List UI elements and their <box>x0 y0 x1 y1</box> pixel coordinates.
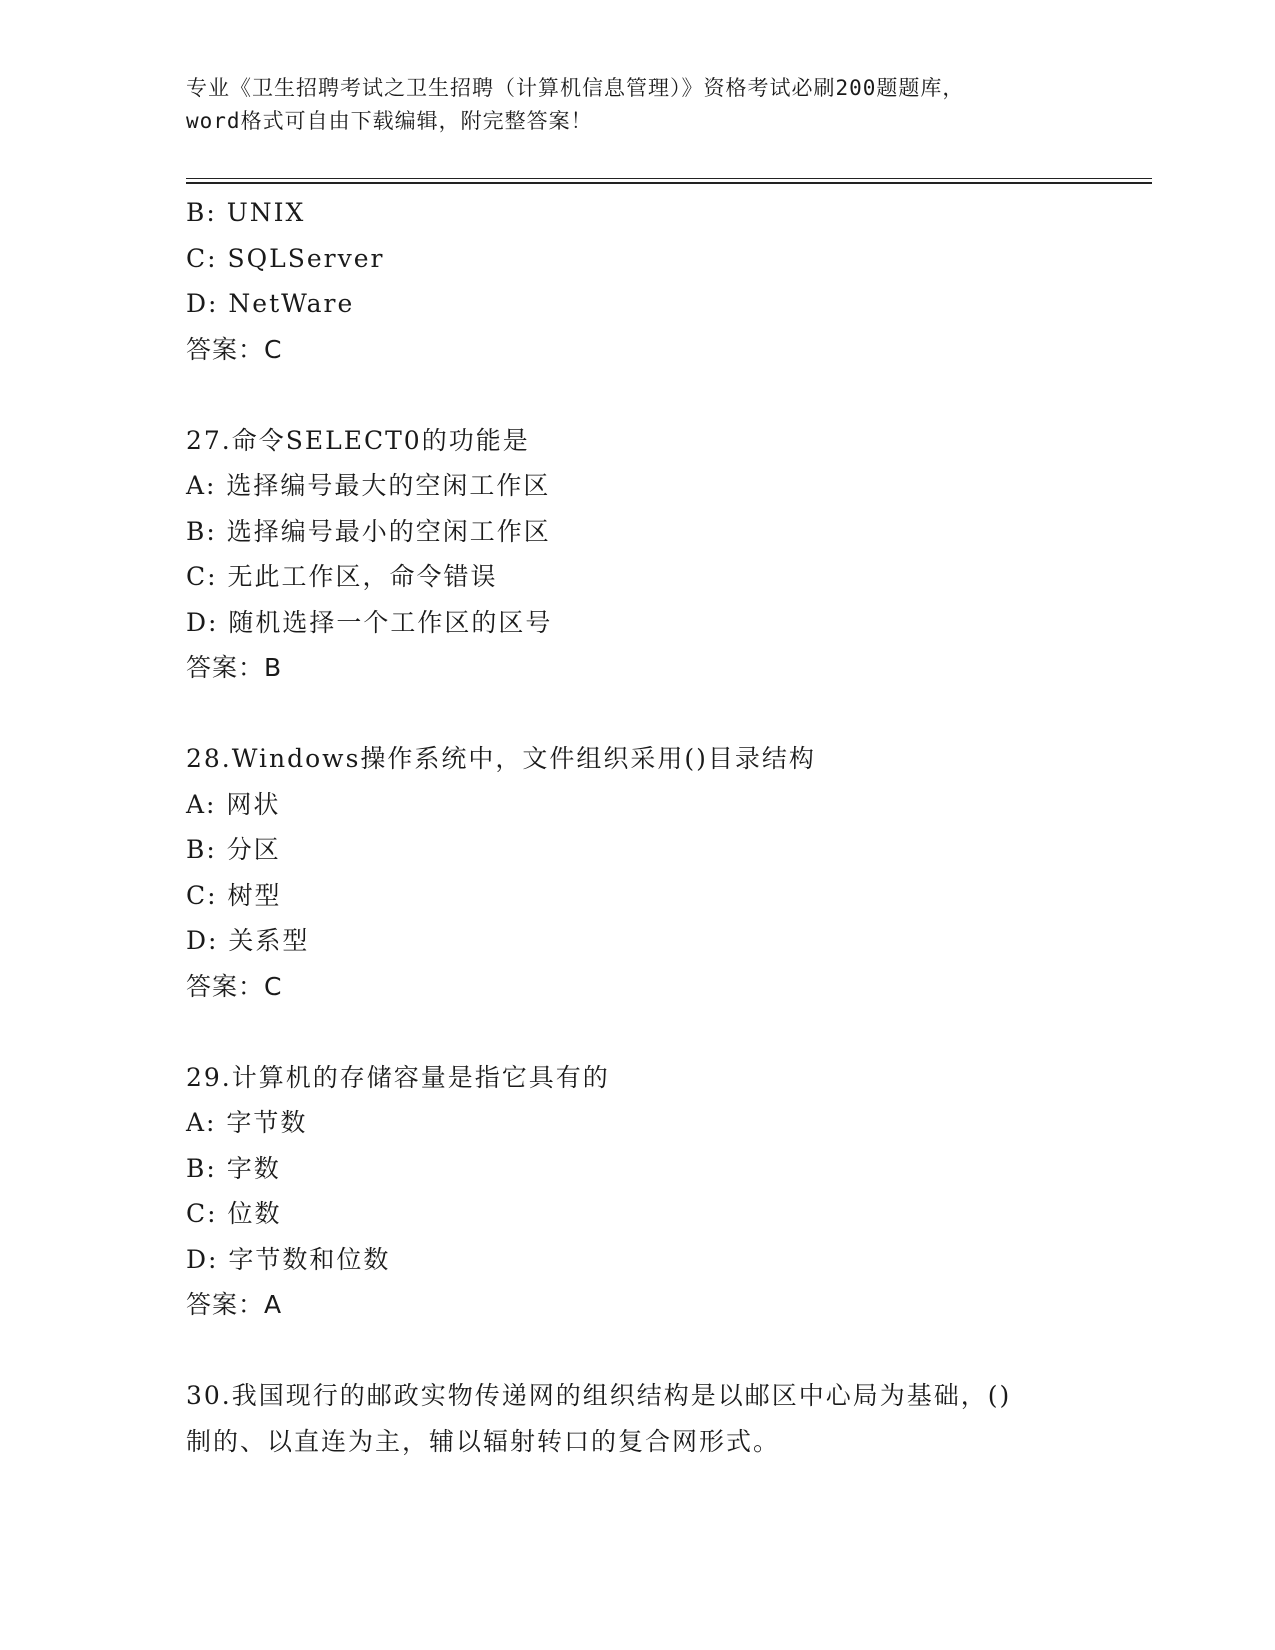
option-b: B: 分区 <box>186 835 281 864</box>
document-header <box>186 72 1086 138</box>
question-stem: 27.命令SELECT0的功能是 <box>186 425 530 455</box>
option-d: D: NetWare <box>186 289 355 318</box>
answer: 答案：C <box>186 334 283 364</box>
option-c: C: 无此工作区，命令错误 <box>186 562 498 591</box>
question-stem-line-1: 30.我国现行的邮政实物传递网的组织结构是以邮区中心局为基础，() <box>186 1381 1012 1410</box>
option-a: A: 字节数 <box>186 1108 308 1137</box>
option-b: B: 选择编号最小的空闲工作区 <box>186 516 551 546</box>
option-c: C: 树型 <box>186 880 282 910</box>
document-body <box>186 190 1146 1464</box>
option-b: B: UNIX <box>186 198 306 227</box>
spacer <box>186 1328 1146 1374</box>
question-28 <box>186 736 1146 1009</box>
option-a: A: 选择编号最大的空闲工作区 <box>186 471 551 500</box>
option-c: C: 位数 <box>186 1199 282 1228</box>
question-stem-line-2: 制的、以直连为主，辅以辐射转口的复合网形式。 <box>186 1426 781 1456</box>
option-d: D: 字节数和位数 <box>186 1244 391 1274</box>
question-27 <box>186 418 1146 691</box>
answer: 答案：B <box>186 653 283 682</box>
question-29 <box>186 1055 1146 1328</box>
answer: 答案：C <box>186 971 283 1001</box>
header-divider <box>186 178 1152 184</box>
header-line-1: 专业《卫生招聘考试之卫生招聘（计算机信息管理）》资格考试必刷200题题库， <box>186 76 965 100</box>
question-26-continuation <box>186 190 1146 372</box>
question-stem: 29.计算机的存储容量是指它具有的 <box>186 1062 610 1092</box>
question-stem: 28.Windows操作系统中，文件组织采用()目录结构 <box>186 744 816 773</box>
question-30 <box>186 1373 1146 1464</box>
option-b: B: 字数 <box>186 1153 281 1183</box>
option-d: D: 关系型 <box>186 926 310 955</box>
spacer <box>186 1009 1146 1055</box>
spacer <box>186 372 1146 418</box>
header-line-2: word格式可自由下载编辑，附完整答案！ <box>186 109 593 133</box>
answer: 答案：A <box>186 1290 283 1319</box>
option-d: D: 随机选择一个工作区的区号 <box>186 607 553 637</box>
spacer <box>186 691 1146 737</box>
option-a: A: 网状 <box>186 789 281 819</box>
option-c: C: SQLServer <box>186 243 385 273</box>
